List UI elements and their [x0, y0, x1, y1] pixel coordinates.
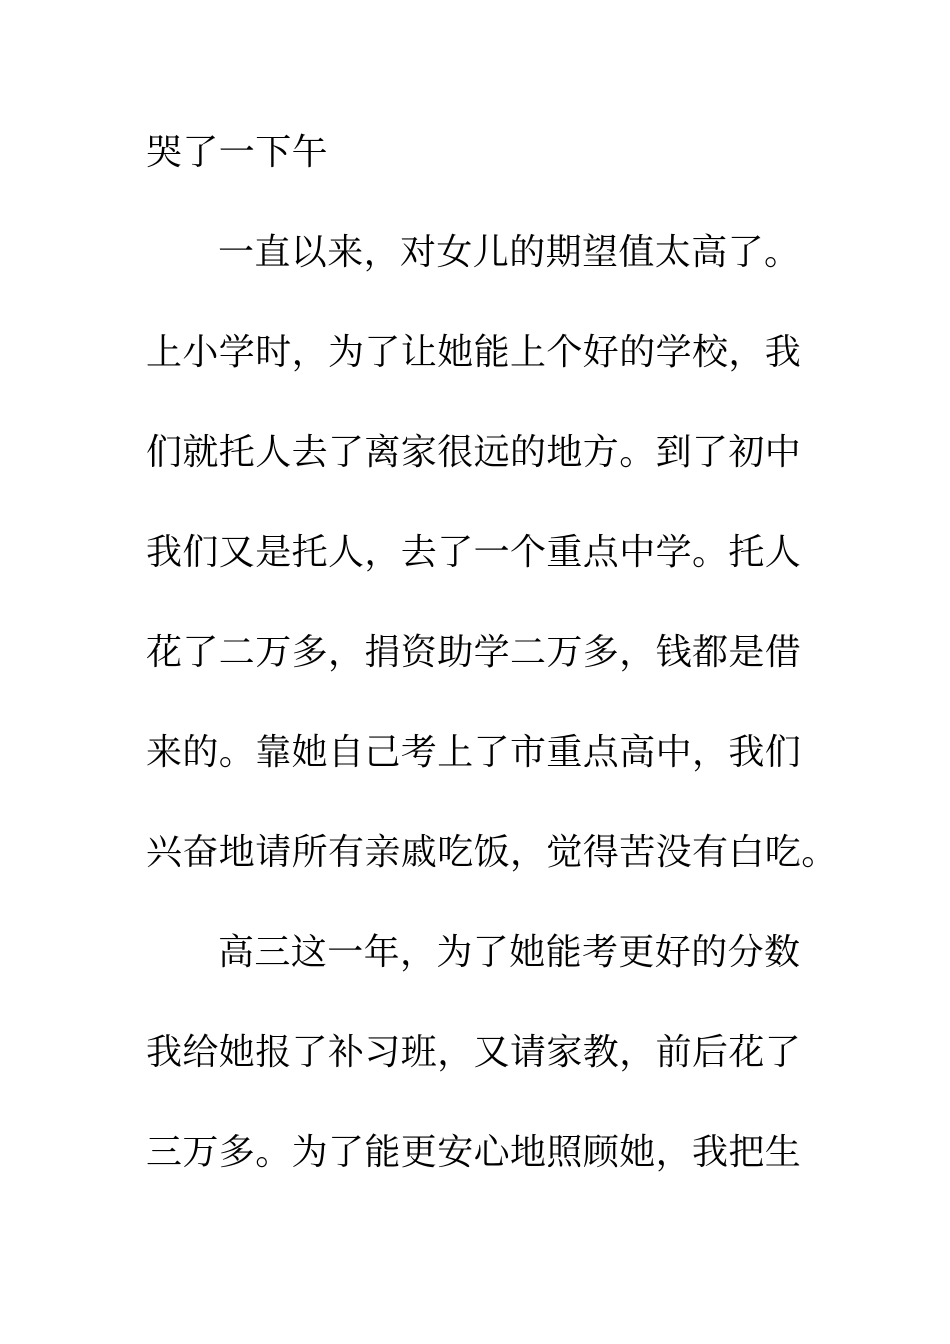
paragraph-first-line: 一直以来，对女儿的期望值太高了。 [218, 232, 801, 273]
text-line: 哭了一下午 [146, 132, 329, 173]
text-line: 兴奋地请所有亲戚吃饭，觉得苦没有白吃。 [146, 832, 838, 873]
text-line: 上小学时，为了让她能上个好的学校，我 [146, 332, 802, 373]
text-line: 我们又是托人，去了一个重点中学。托人 [146, 532, 802, 573]
text-line: 三万多。为了能更安心地照顾她，我把生 [146, 1132, 802, 1173]
text-line: 来的。靠她自己考上了市重点高中，我们 [146, 732, 802, 773]
paragraph-first-line: 高三这一年，为了她能考更好的分数 [218, 932, 801, 973]
text-line: 们就托人去了离家很远的地方。到了初中 [146, 432, 802, 473]
text-line: 花了二万多，捐资助学二万多，钱都是借 [146, 632, 802, 673]
text-line: 我给她报了补习班，又请家教，前后花了 [146, 1032, 802, 1073]
